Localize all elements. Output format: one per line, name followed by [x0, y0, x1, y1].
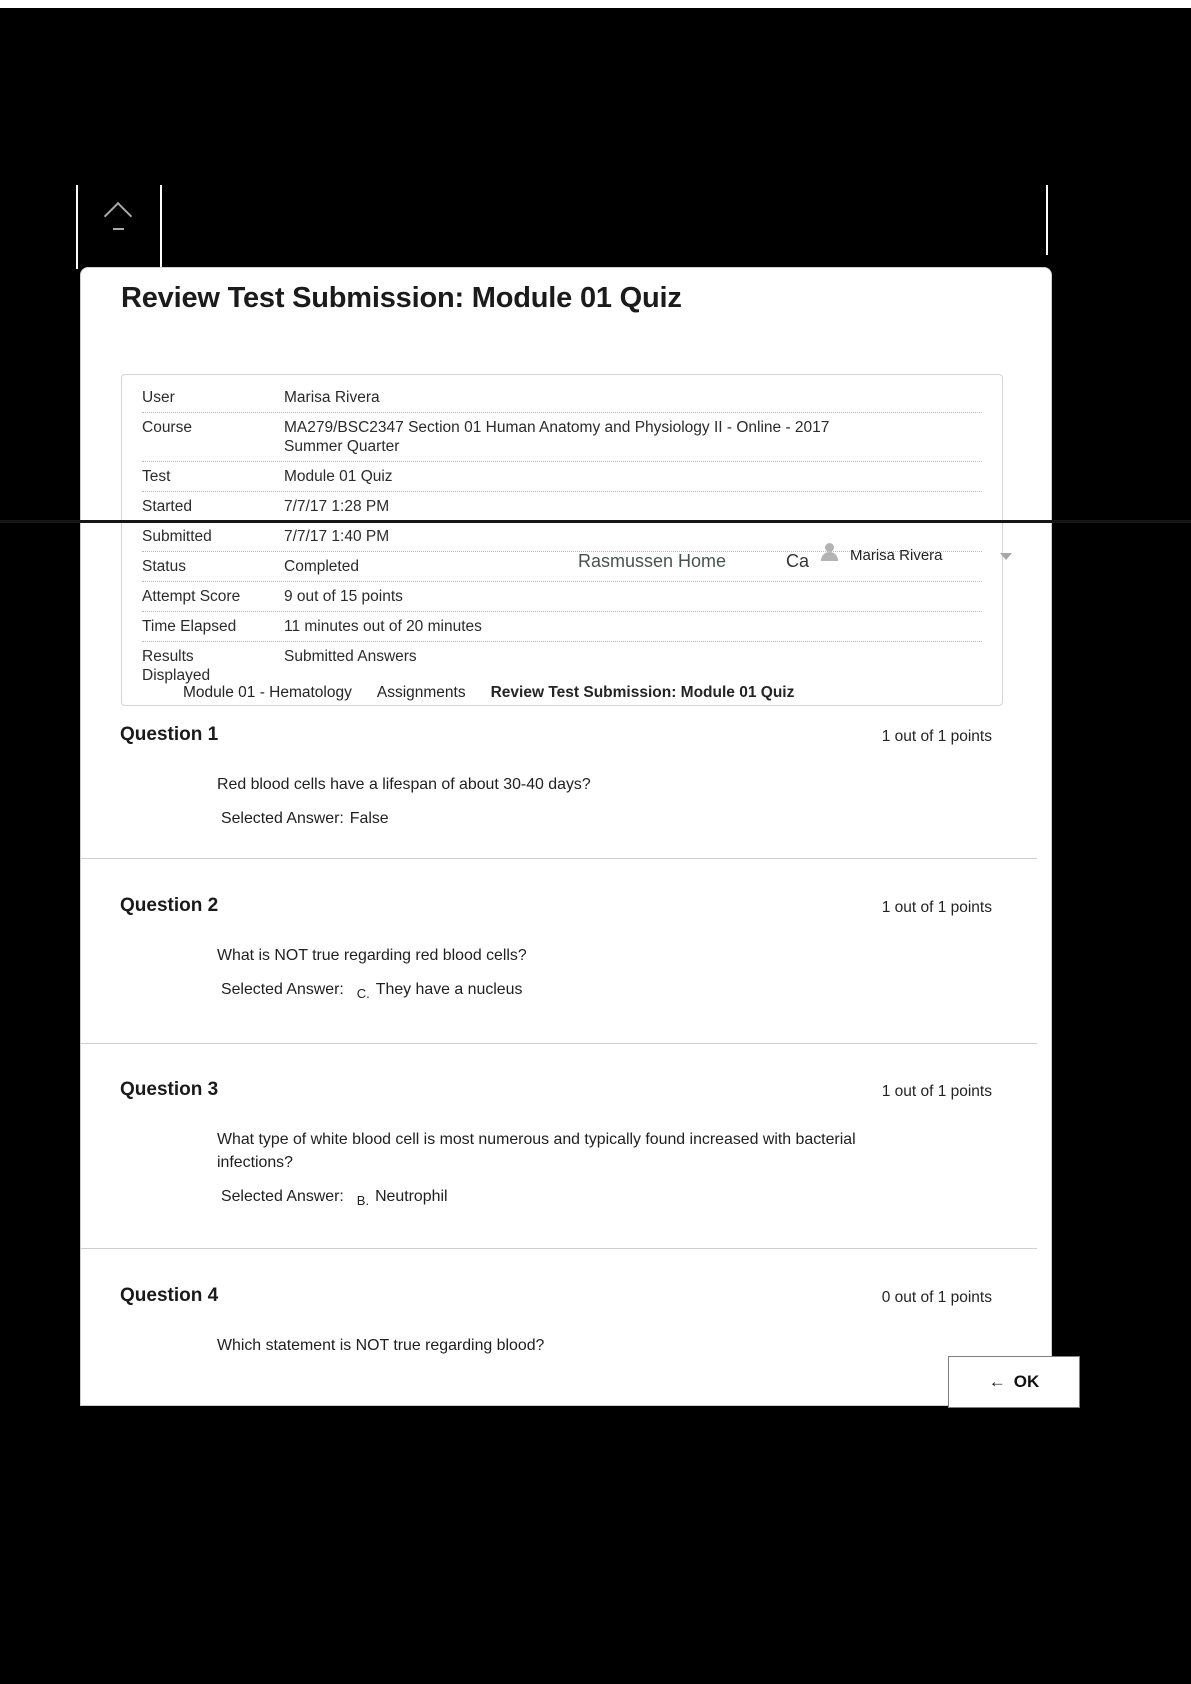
question-header [80, 1070, 1052, 1101]
info-row [142, 642, 982, 690]
person-icon [825, 543, 834, 552]
question-text: Which statement is NOT true regarding blood? [217, 1337, 545, 1354]
top-white-strip [0, 0, 1191, 8]
question-points: 1 out of 1 points [881, 899, 992, 916]
selected-answer-label: Selected Answer: [221, 810, 344, 827]
question-points: 0 out of 1 points [881, 1289, 992, 1306]
info-label: User [142, 389, 175, 406]
breadcrumb [183, 684, 794, 702]
info-label: Status [142, 558, 186, 575]
info-value: Marisa Rivera [284, 389, 380, 406]
selected-answer-row [221, 981, 1052, 999]
info-value: 9 out of 15 points [284, 588, 403, 605]
info-row [142, 582, 982, 612]
question-divider [80, 1248, 1037, 1249]
question-header [80, 886, 1052, 917]
window-edge-line [1046, 185, 1048, 255]
breadcrumb-assignments-link[interactable]: Assignments [376, 684, 466, 701]
info-label: Time Elapsed [142, 618, 237, 635]
window-edge-line [76, 185, 78, 269]
info-row [142, 612, 982, 642]
selected-answer-row [221, 1188, 1052, 1206]
info-value: 7/7/17 1:40 PM [284, 528, 390, 545]
info-label: Attempt Score [142, 588, 241, 605]
window-divider-line [0, 520, 1191, 523]
nav-rasmussen-home-link[interactable]: Rasmussen Home [578, 551, 727, 571]
selected-answer-label: Selected Answer: [221, 981, 344, 998]
window-edge-line [160, 185, 162, 269]
question-points: 1 out of 1 points [881, 1083, 992, 1100]
info-row [142, 413, 982, 462]
answer-text: They have a nucleus [375, 981, 523, 998]
info-label: Results Displayed [142, 648, 211, 684]
page-title: Review Test Submission: Module 01 Quiz [121, 282, 682, 314]
question-number: Question 1 [120, 724, 219, 745]
selected-answer-label: Selected Answer: [221, 1188, 344, 1205]
question-block [80, 715, 1052, 828]
question-points: 1 out of 1 points [881, 728, 992, 745]
info-value: Submitted Answers [284, 648, 417, 665]
info-row [142, 383, 982, 413]
question-header [80, 715, 1052, 746]
answer-text: Neutrophil [375, 1188, 448, 1205]
info-value: MA279/BSC2347 Section 01 Human Anatomy and Physiology II - Online - 2017 Summer Quarter [284, 419, 830, 455]
person-icon [821, 552, 838, 561]
user-menu[interactable]: Marisa Rivera [850, 547, 943, 564]
info-value: 11 minutes out of 20 minutes [284, 618, 482, 635]
answer-text: False [349, 810, 389, 827]
collapse-tab[interactable] [84, 192, 156, 250]
left-arrow-icon: ← [988, 1372, 1006, 1391]
nav-calendar-link[interactable]: Ca [786, 551, 810, 571]
question-text: What is NOT true regarding red blood cells? [217, 947, 527, 964]
info-value: Completed [284, 558, 359, 575]
question-number: Question 3 [120, 1079, 219, 1100]
info-value: Module 01 Quiz [284, 468, 393, 485]
info-label: Submitted [142, 528, 212, 545]
chevron-up-icon [104, 202, 132, 230]
question-block [80, 1070, 1052, 1206]
info-label: Test [142, 468, 171, 485]
ok-button-label: OK [1013, 1372, 1040, 1391]
question-text: What type of white blood cell is most numerous and typically found increased with bacterial infections? [217, 1131, 856, 1171]
info-value: 7/7/17 1:28 PM [284, 498, 390, 515]
question-text: Red blood cells have a lifespan of about 30-40 days? [217, 776, 591, 793]
question-number: Question 2 [120, 895, 219, 916]
question-block [80, 1276, 1052, 1357]
selected-answer-row [221, 810, 1052, 828]
info-row [142, 492, 982, 522]
info-label: Started [142, 498, 192, 515]
question-header [80, 1276, 1052, 1307]
question-block [80, 886, 1052, 999]
quiz-review-panel [80, 267, 1052, 1406]
ok-button[interactable] [948, 1356, 1080, 1408]
test-info-table [121, 374, 1003, 706]
breadcrumb-module-link[interactable]: Module 01 - Hematology [183, 684, 352, 701]
question-divider [80, 1043, 1037, 1044]
person-icon [820, 543, 840, 562]
caret-down-icon[interactable] [1000, 553, 1012, 560]
question-number: Question 4 [120, 1285, 219, 1306]
chevron-up-icon [113, 228, 124, 230]
info-label: Course [142, 419, 192, 436]
question-divider [80, 858, 1037, 859]
answer-letter: B. [356, 1193, 370, 1208]
info-row [142, 462, 982, 492]
breadcrumb-current-page: Review Test Submission: Module 01 Quiz [490, 684, 795, 701]
answer-letter: C. [356, 986, 370, 1001]
